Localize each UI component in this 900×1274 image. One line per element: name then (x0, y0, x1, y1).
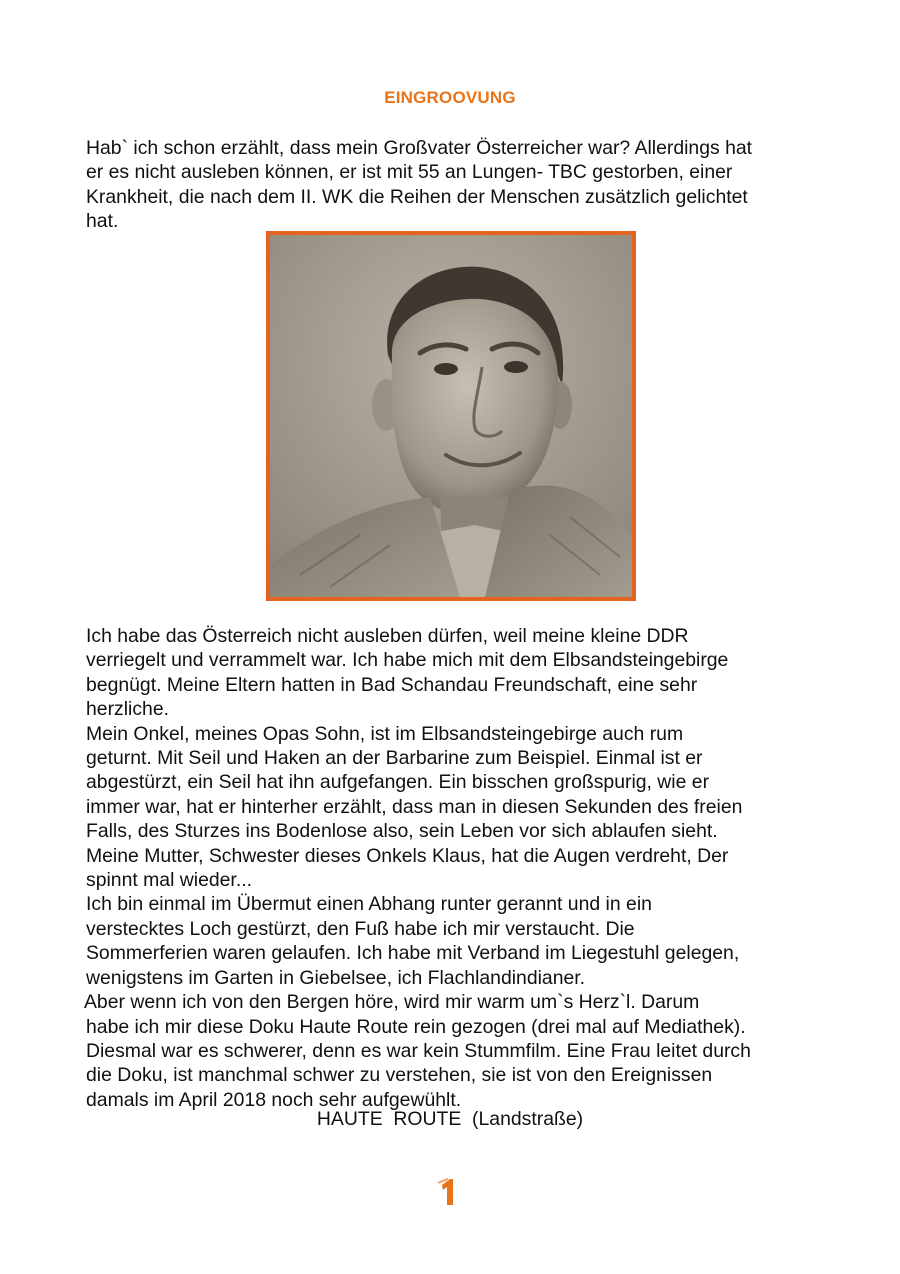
text-line: begnügt. Meine Eltern hatten in Bad Schandau Freundschaft, eine sehr (86, 673, 698, 696)
text-line: herzliche. (86, 698, 169, 721)
portrait-photo (266, 231, 636, 601)
text-line: Meine Mutter, Schwester dieses Onkels Klaus, hat die Augen verdreht, Der (86, 844, 729, 867)
text-line: Aber wenn ich von den Bergen höre, wird mir warm um`s Herz`l. Darum (84, 991, 700, 1014)
portrait-photo-icon (270, 235, 632, 597)
text-line: habe ich mir diese Doku Haute Route rein gezogen (drei mal auf Mediathek). (86, 1015, 746, 1038)
text-line: verstecktes Loch gestürzt, den Fuß habe ich mir verstaucht. Die (86, 917, 635, 940)
text-line: Sommerferien waren gelaufen. Ich habe mit Verband im Liegestuhl gelegen, (86, 942, 740, 965)
text-line: Ich bin einmal im Übermut einen Abhang runter gerannt und in ein (86, 893, 652, 916)
text-line: immer war, hat er hinterher erzählt, dass man in diesen Sekunden des freien (86, 795, 743, 818)
text-line: die Doku, ist manchmal schwer zu verstehen, sie ist von den Ereignissen (86, 1064, 713, 1087)
text-line: damals im April 2018 noch sehr aufgewühlt. (86, 1088, 462, 1111)
text-line: er es nicht ausleben können, er ist mit 55 an Lungen- TBC gestorben, einer (86, 161, 733, 184)
intro-paragraph (86, 136, 826, 234)
text-line: spinnt mal wieder... (86, 869, 252, 892)
body-paragraph (86, 624, 826, 1112)
page-number-mark-icon (436, 1177, 460, 1207)
page-title: EINGROOVUNG (384, 88, 516, 107)
text-line: wenigstens im Garten in Giebelsee, ich Flachlandindianer. (86, 966, 586, 989)
text-line: hat. (86, 210, 119, 233)
text-line: Diesmal war es schwerer, denn es war kein Stummfilm. Eine Frau leitet durch (86, 1039, 751, 1062)
text-line: Krankheit, die nach dem II. WK die Reihen der Menschen zusätzlich gelichtet (86, 185, 748, 208)
text-line: Ich habe das Österreich nicht ausleben dürfen, weil meine kleine DDR (86, 625, 689, 647)
text-line: verriegelt und verrammelt war. Ich habe mich mit dem Elbsandsteingebirge (86, 649, 729, 672)
text-line: geturnt. Mit Seil und Haken an der Barbarine zum Beispiel. Einmal ist er (86, 747, 703, 770)
text-line: Mein Onkel, meines Opas Sohn, ist im Elbsandsteingebirge auch rum (86, 722, 684, 745)
text-line: Falls, des Sturzes ins Bodenlose also, sein Leben vor sich ablaufen sieht. (86, 820, 718, 843)
text-line: Hab` ich schon erzählt, dass mein Großvater Österreicher war? Allerdings hat (86, 137, 753, 159)
closing-line: HAUTE ROUTE (Landstraße) (316, 1108, 584, 1130)
text-line: abgestürzt, ein Seil hat ihn aufgefangen. Ein bisschen großspurig, wie er (86, 771, 710, 794)
